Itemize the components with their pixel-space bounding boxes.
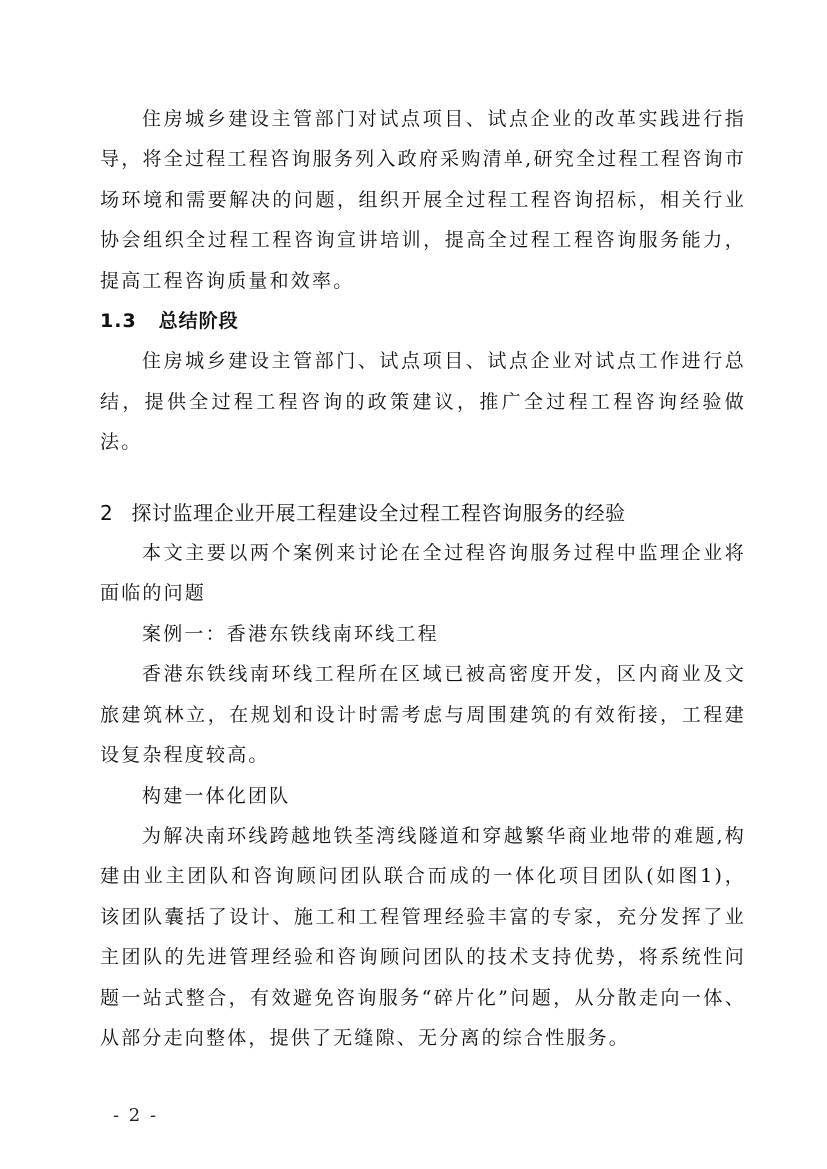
subsection-number: 1.3 [100,310,137,333]
paragraph-team-heading: 构建一体化团队 [142,784,291,807]
subsection-heading [100,301,746,341]
section-heading [100,493,746,533]
section-number: 2 [100,500,114,525]
page-number: - 2 - [113,1105,159,1126]
section-title: 探讨监理企业开展工程建设全过程工程咨询服务的经验 [131,500,626,525]
paragraph-case-background: 香港东铁线南环线工程所在区域已被高密度开发，区内商业及文旅建筑林立，在规划和设计时需考虑与周围建筑的有效衔接，工程建设复杂程度较高。 [100,663,746,767]
paragraph-intro: 本文主要以两个案例来讨论在全过程咨询服务过程中监理企业将面临的问题 [100,542,746,605]
paragraph-case-title: 案例一：香港东铁线南环线工程 [142,622,439,645]
paragraph-summary-stage: 住房城乡建设主管部门、试点项目、试点企业对试点工作进行总结，提供全过程工程咨询的政策建议，推广全过程工程咨询经验做法。 [100,350,746,454]
document-body [100,99,746,1058]
subsection-title: 总结阶段 [158,310,239,333]
paragraph-team-description: 为解决南环线跨越地铁荃湾线隧道和穿越繁华商业地带的难题,构建由业主团队和咨询顾问团队联合而成的一体化项目团队(如图1)，该团队囊括了设计、施工和工程管理经验丰富的专家，充分发挥了业主团队的先进管理经验和咨询顾问团队的技术支持优势，将系统性问题一站式整合，有效避免咨询服务“碎片化”问题，从分散走向一体、从部分走向整体，提供了无缝隙、无分离的综合性服务。 [100,824,746,1049]
paragraph-pilot-guidance: 住房城乡建设主管部门对试点项目、试点企业的改革实践进行指导，将全过程工程咨询服务列入政府采购清单,研究全过程工程咨询市场环境和需要解决的问题，组织开展全过程工程咨询招标，相关行业协会组织全过程工程咨询宣讲培训，提高全过程工程咨询服务能力，提高工程咨询质量和效率。 [100,108,746,292]
